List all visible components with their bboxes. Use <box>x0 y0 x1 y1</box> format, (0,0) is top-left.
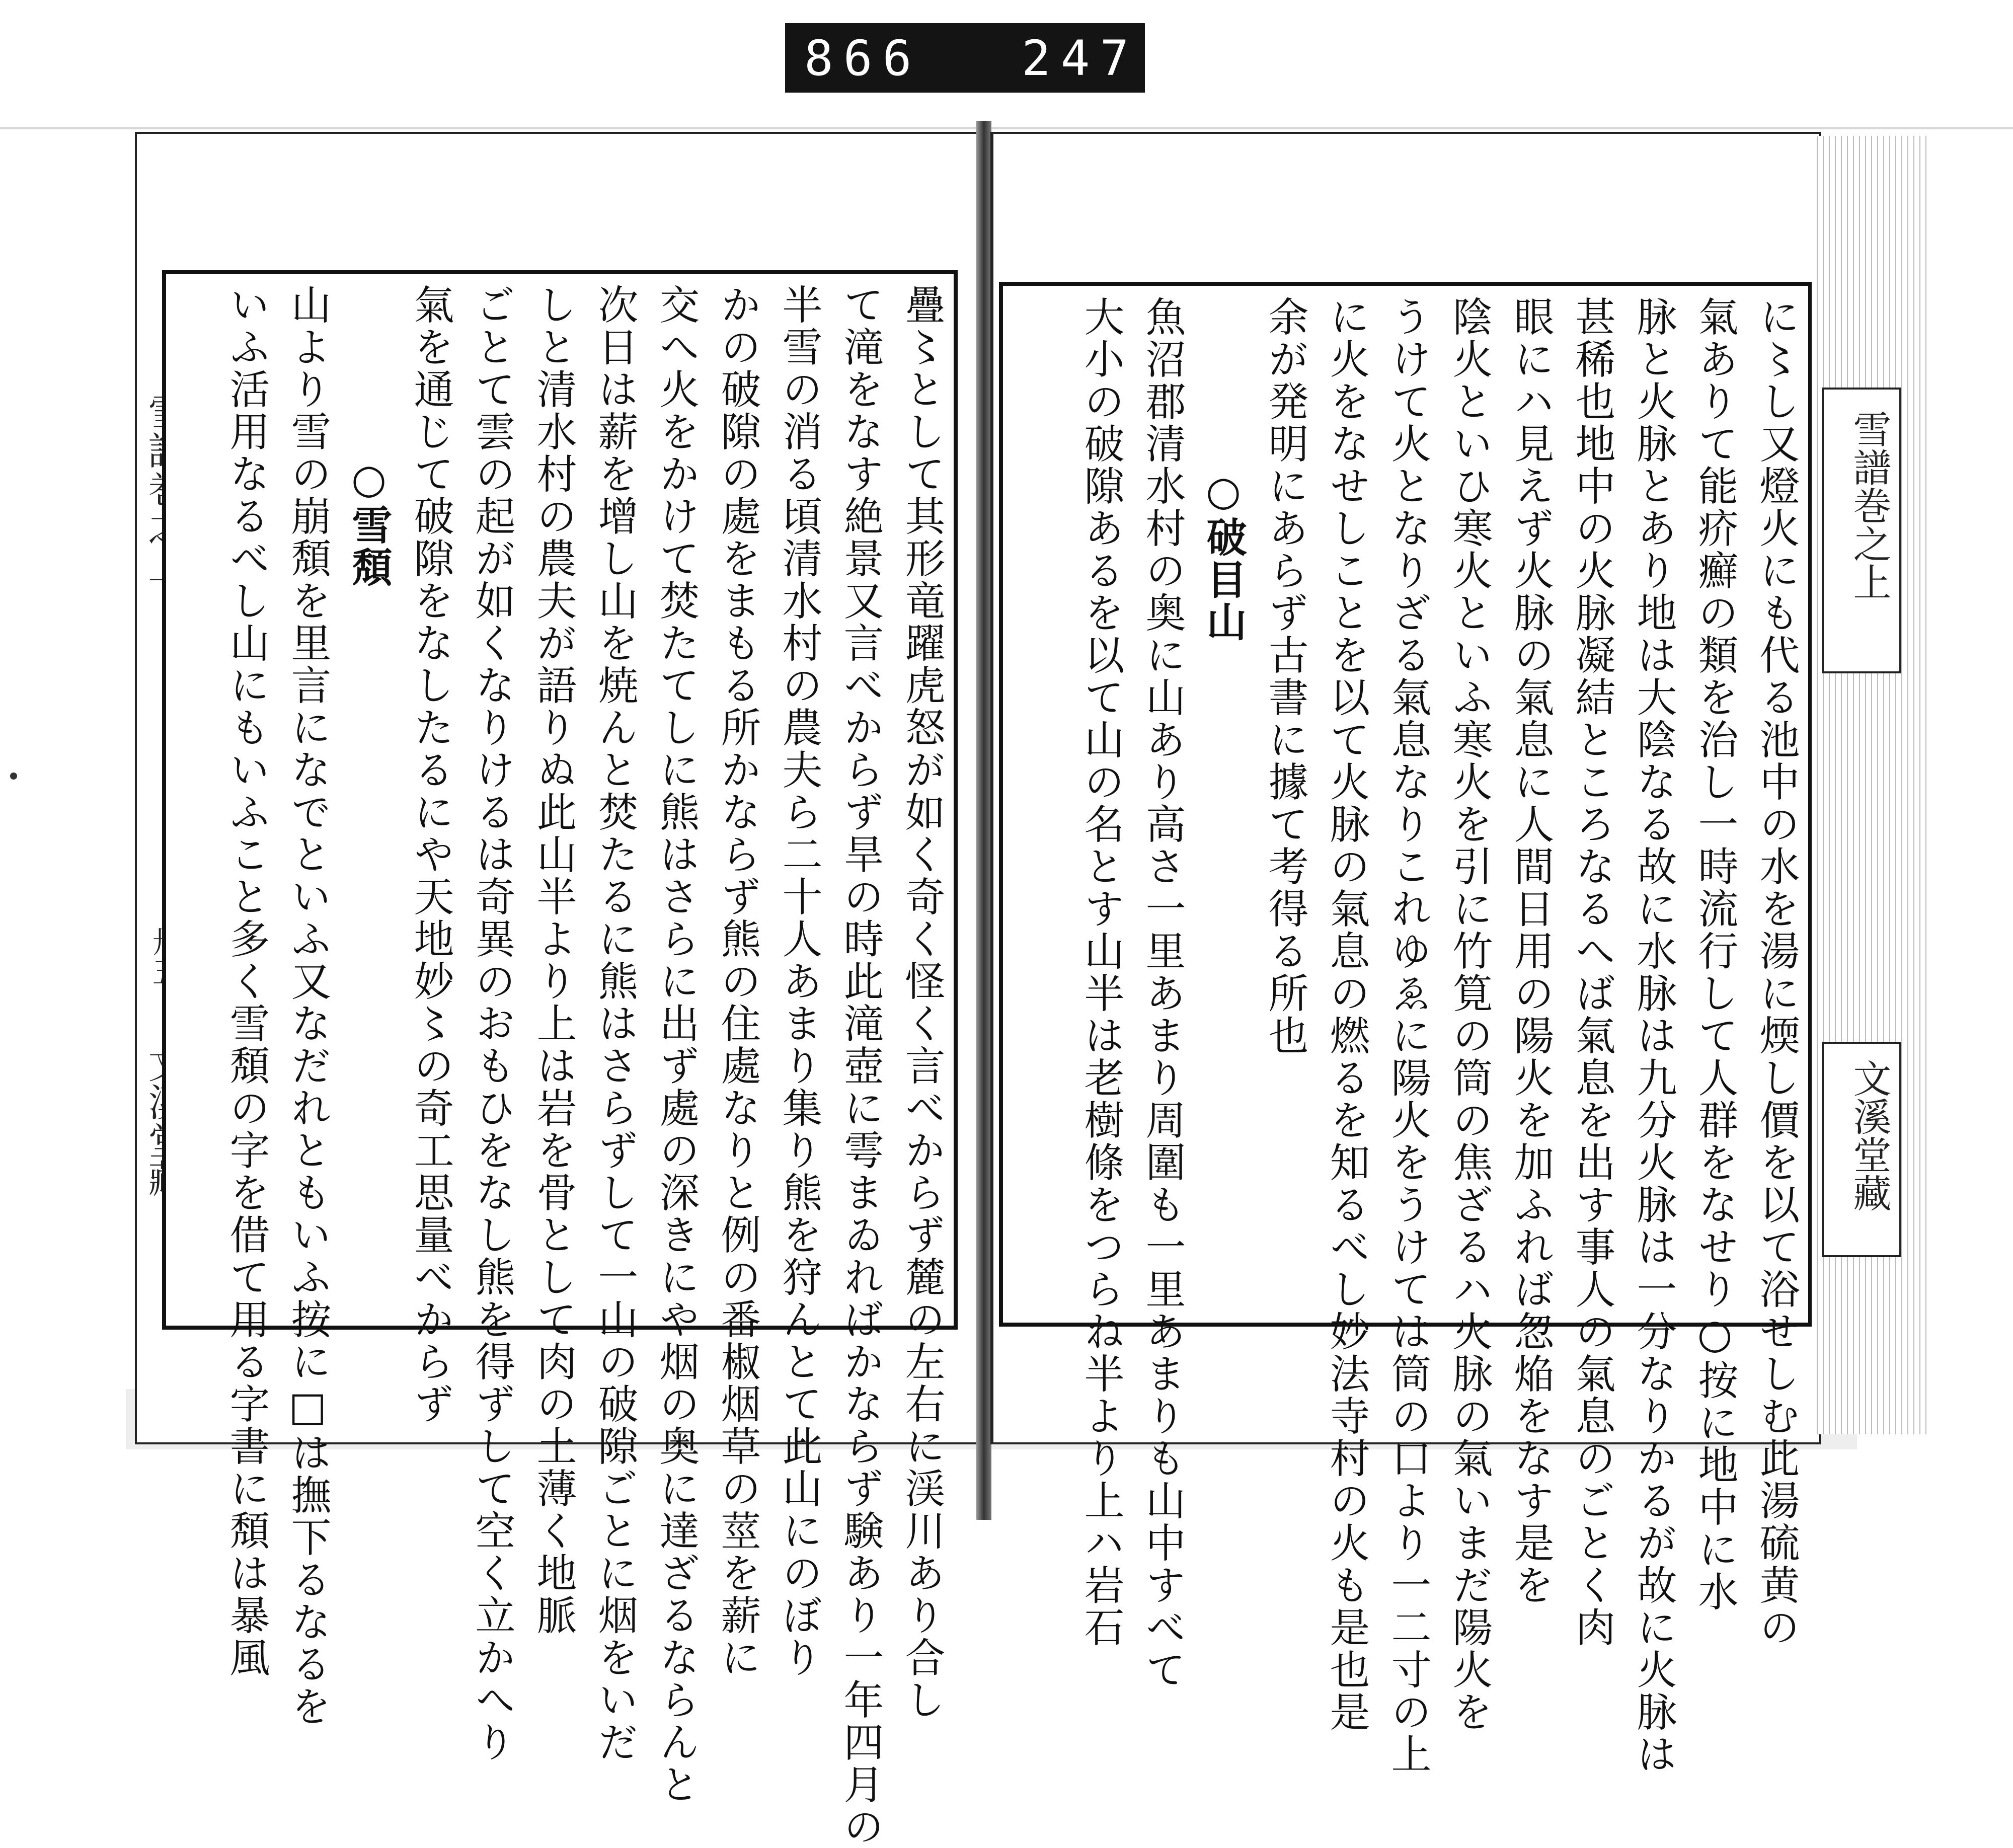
right-hashira-title: 雪譜巻之上 <box>1847 410 1892 601</box>
left-col-11: 山より雪の崩頽を里言になでといふ又なだれともいふ按に□は撫下るなるを <box>284 284 331 1728</box>
tag-left-number: 866 <box>804 30 922 87</box>
left-col-9: 氣を通じて破隙をなしたるにや天地妙〻の奇工思量べからず <box>407 284 454 1425</box>
right-col-12: 大小の破隙あるを以て山の名とす山半は老樹條をつらね半より上ハ岩石 <box>1077 296 1124 1649</box>
left-col-2: て滝をなす絶景又言べからず旱の時此滝壺に雩まゐればかならず験あり一年四月の <box>837 284 884 1848</box>
right-col-1: に〻し又燈火にも代る池中の水を湯に煗し價を以て浴せしむ此湯硫黄の <box>1753 296 1800 1649</box>
right-heading-waremeyama: ○破目山 <box>1200 467 1247 643</box>
left-col-6: 次日は薪を增し山を焼んと焚たるに熊はさらずして一山の破隙ごとに烟をいだ <box>591 284 638 1763</box>
right-col-5: 眼にハ見えず火脉の氣息に人間日用の陽火を加ふれば忽焔をなす是を <box>1507 296 1554 1606</box>
right-col-11: 魚沼郡清水村の奥に山あり高さ一里あまり周圍も一里あまりも山中すべて <box>1139 296 1186 1691</box>
right-publisher: 文溪堂藏 <box>1847 1059 1892 1212</box>
left-text-frame <box>162 270 958 1848</box>
left-heading-nadare: ○雪頽 <box>345 455 393 589</box>
left-col-12: いふ活用なるべし山にもいふこと多く雪頽の字を借て用る字書に頽は暴風 <box>223 284 270 1679</box>
right-publisher-box <box>1822 1042 1901 1257</box>
right-col-9: 余が発明にあらず古書に據て考得る所也 <box>1262 296 1308 1057</box>
archive-tag <box>785 23 1145 93</box>
book-gutter <box>976 121 991 1520</box>
right-col-7: うけて火となりざる氣息なりこれゆゑに陽火をうけては筒の口より一二寸の上 <box>1384 296 1431 1776</box>
fold-line <box>0 127 2013 129</box>
left-col-5: 交へ火をかけて焚たてしに熊はさらに出ず處の深きにや烟の奥に達ざるならんと <box>653 284 700 1806</box>
right-text-frame <box>999 282 1812 1776</box>
right-hashira-box <box>1822 388 1901 673</box>
left-col-4: かの破隙の處をまもる所かならず熊の住處なりと例の番椒烟草の莖を薪に <box>714 284 761 1679</box>
right-col-6: 陰火といひ寒火といふ寒火を引に竹筧の筒の焦ざるハ火脉の氣いまだ陽火を <box>1446 296 1493 1733</box>
right-col-8: に火をなせしことを以て火脉の氣息の燃るを知るべし妙法寺村の火も是也是 <box>1323 296 1370 1733</box>
stray-mark <box>10 773 17 780</box>
left-col-8: ごとて雲の起が如くなりけるは奇異のおもひをなし熊を得ずして空く立かへり <box>469 284 515 1763</box>
right-col-4: 甚稀也地中の火脉凝結ところなるへば氣息を出す事人の氣息のごとく肉 <box>1569 296 1615 1649</box>
left-col-1: 疊〻として其形竜躍虎怒が如く奇く怪く言べからず麓の左右に渓川あり合し <box>898 284 945 1721</box>
right-col-2: 氣ありて能疥癬の類を治し一時流行して人群をなせり○按に地中に水 <box>1691 296 1738 1613</box>
left-col-7: しと清水村の農夫が語りぬ此山半より上は岩を骨として肉の土薄く地脈 <box>530 284 577 1637</box>
tag-right-number: 247 <box>1022 30 1139 87</box>
left-col-3: 半雪の消る頃清水村の農夫ら二十人あまり集り熊を狩んとて此山にのぼり <box>776 284 822 1679</box>
right-col-3: 脉と火脉とあり地は大陰なる故に水脉は九分火脉は一分なりかるが故に火脉は <box>1630 296 1677 1776</box>
